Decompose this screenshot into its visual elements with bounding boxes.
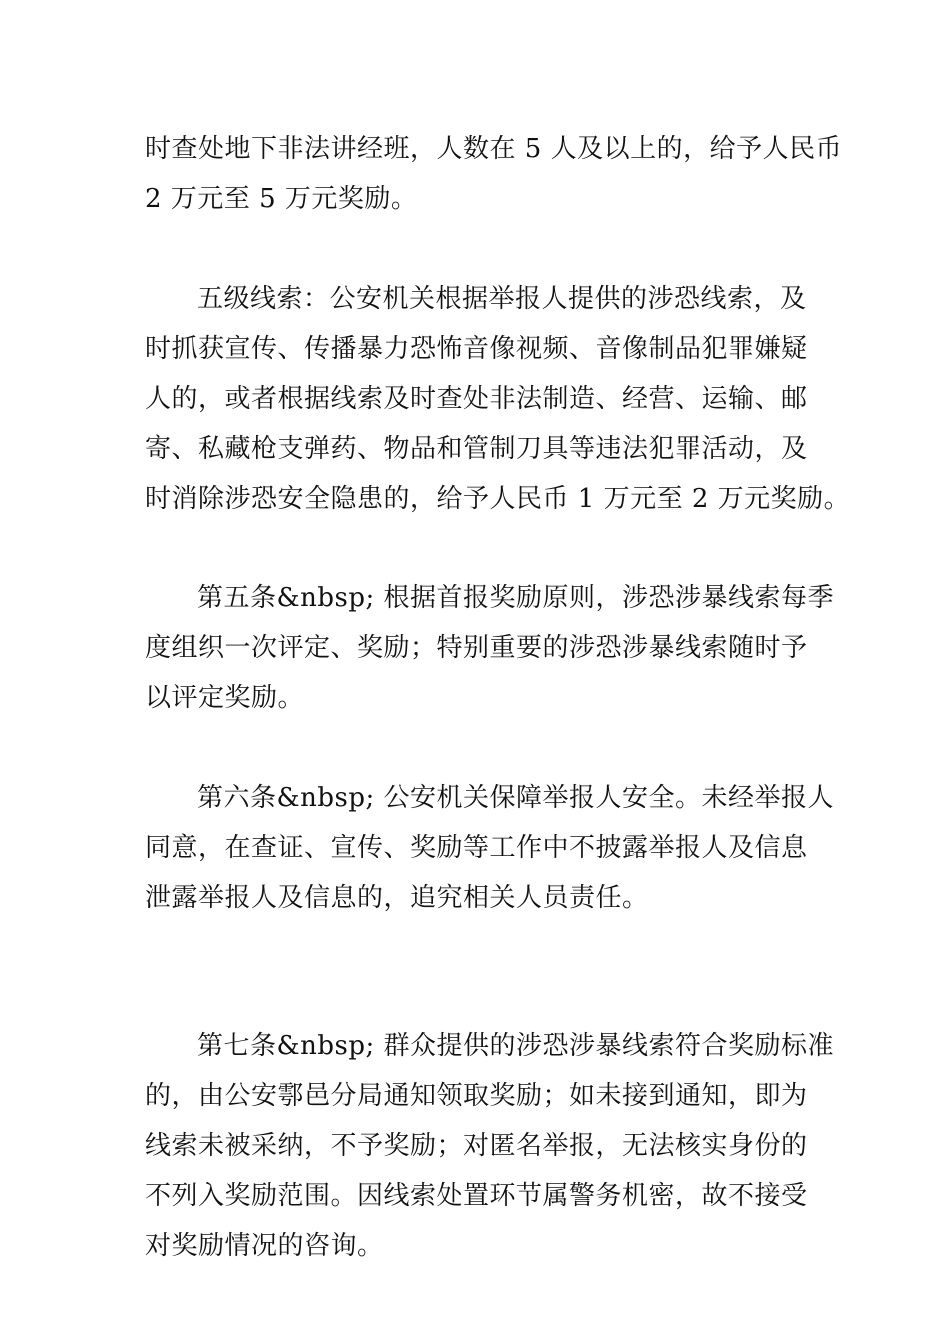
text-line: 第五条&nbsp; 根据首报奖励原则，涉恐涉暴线索每季 xyxy=(197,583,835,613)
text-line: 第六条&nbsp; 公安机关保障举报人安全。未经举报人 xyxy=(197,783,835,813)
paragraph-article-7 xyxy=(145,1021,835,1271)
text-line: 时查处地下非法讲经班，人数在 5 人及以上的，给予人民币 xyxy=(145,134,843,164)
paragraph-article-5 xyxy=(145,573,835,723)
text-line: 寄、私藏枪支弹药、物品和管制刀具等违法犯罪活动，及 xyxy=(145,434,808,464)
paragraph-reward-level-4-continued xyxy=(145,124,843,224)
text-line: 对奖励情况的咨询。 xyxy=(145,1231,384,1261)
text-line: 度组织一次评定、奖励；特别重要的涉恐涉暴线索随时予 xyxy=(145,633,808,663)
text-line: 第七条&nbsp; 群众提供的涉恐涉暴线索符合奖励标准 xyxy=(197,1031,835,1061)
text-line: 五级线索：公安机关根据举报人提供的涉恐线索，及 xyxy=(197,284,807,314)
text-line: 时抓获宣传、传播暴力恐怖音像视频、音像制品犯罪嫌疑 xyxy=(145,334,808,364)
text-line: 不列入奖励范围。因线索处置环节属警务机密，故不接受 xyxy=(145,1181,808,1211)
text-line: 泄露举报人及信息的，追究相关人员责任。 xyxy=(145,883,649,913)
paragraph-article-6 xyxy=(145,773,835,923)
text-line: 的，由公安鄠邑分局通知领取奖励；如未接到通知，即为 xyxy=(145,1081,808,1111)
text-line: 以评定奖励。 xyxy=(145,683,305,713)
paragraph-reward-level-5 xyxy=(145,274,851,524)
text-line: 同意，在查证、宣传、奖励等工作中不披露举报人及信息 xyxy=(145,833,808,863)
text-line: 时消除涉恐安全隐患的，给予人民币 1 万元至 2 万元奖励。 xyxy=(145,484,851,514)
text-line: 线索未被采纳，不予奖励；对匿名举报，无法核实身份的 xyxy=(145,1131,808,1161)
text-line: 人的，或者根据线索及时查处非法制造、经营、运输、邮 xyxy=(145,384,808,414)
text-line: 2 万元至 5 万元奖励。 xyxy=(145,184,418,214)
